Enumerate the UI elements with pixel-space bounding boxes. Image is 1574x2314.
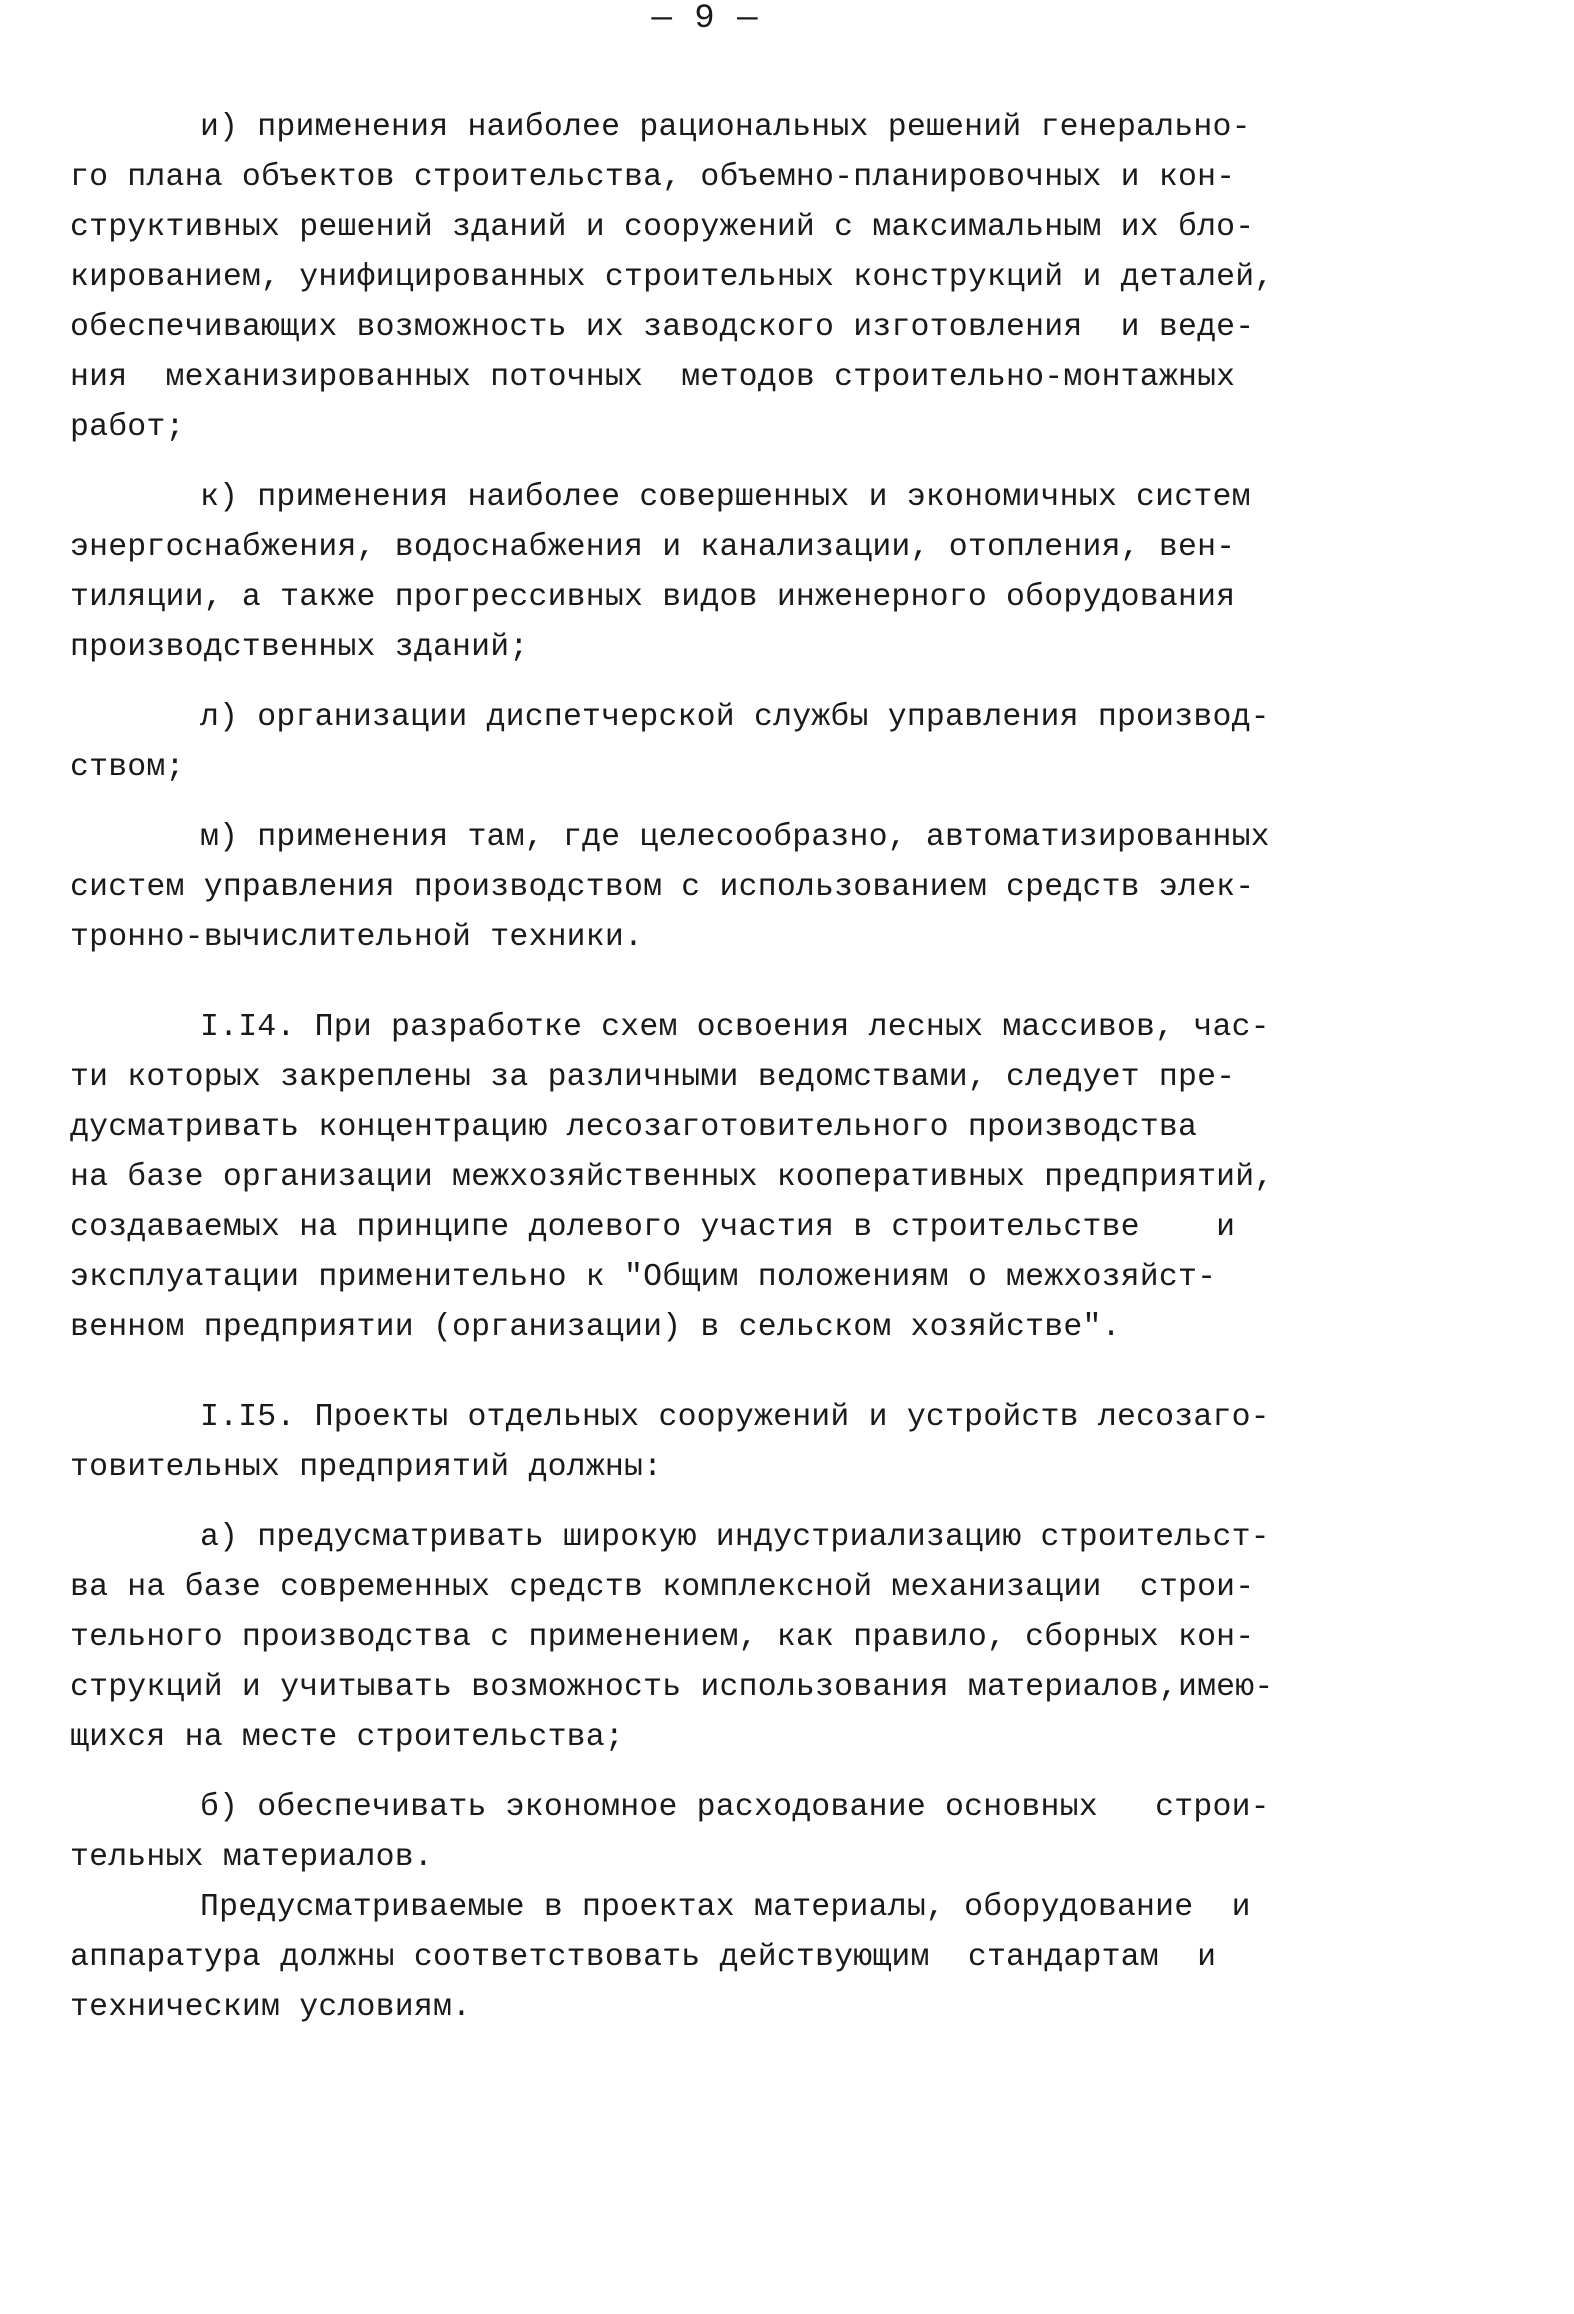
text-line: ва на базе современных средств комплексной механизации строи-	[70, 1570, 1255, 1605]
text-line: струкций и учитывать возможность использования материалов,имею-	[70, 1670, 1274, 1705]
page-number: — 9 —	[651, 0, 759, 38]
text-line: дусматривать концентрацию лесозаготовительного производства	[70, 1110, 1198, 1145]
text-line: к) применения наиболее совершенных и экономичных систем	[200, 480, 1251, 515]
text-line: товительных предприятий должны:	[70, 1450, 663, 1485]
text-line: л) организации диспетчерской службы управления производ-	[200, 700, 1270, 735]
text-line: энергоснабжения, водоснабжения и канализации, отопления, вен-	[70, 530, 1236, 565]
text-line: го плана объектов строительства, объемно-планировочных и кон-	[70, 160, 1236, 195]
text-line: тельного производства с применением, как правило, сборных кон-	[70, 1620, 1255, 1655]
text-line: венном предприятии (организации) в сельском хозяйстве".	[70, 1310, 1121, 1345]
text-line: обеспечивающих возможность их заводского изготовления и веде-	[70, 310, 1255, 345]
text-line: создаваемых на принципе долевого участия в строительстве и	[70, 1210, 1236, 1245]
text-line: кированием, унифицированных строительных конструкций и деталей,	[70, 260, 1274, 295]
text-line: систем управления производством с использованием средств элек-	[70, 870, 1255, 905]
text-line: тронно-вычислительной техники.	[70, 920, 644, 955]
text-line: I.I4. При разработке схем освоения лесных массивов, час-	[200, 1010, 1270, 1045]
text-line: на базе организации межхозяйственных кооперативных предприятий,	[70, 1160, 1274, 1195]
text-line: тельных материалов.	[70, 1840, 433, 1875]
text-line: производственных зданий;	[70, 630, 529, 665]
text-line: структивных решений зданий и сооружений с максимальным их бло-	[70, 210, 1255, 245]
text-line: Предусматриваемые в проектах материалы, оборудование и	[200, 1890, 1251, 1925]
text-line: а) предусматривать широкую индустриализацию строительст-	[200, 1520, 1270, 1555]
text-line: тиляции, а также прогрессивных видов инженерного оборудования	[70, 580, 1236, 615]
text-line: ния механизированных поточных методов строительно-монтажных	[70, 360, 1236, 395]
text-line: ством;	[70, 750, 185, 785]
text-line: техническим условиям.	[70, 1990, 472, 2025]
text-line: б) обеспечивать экономное расходование основных строи-	[200, 1790, 1270, 1825]
text-line: эксплуатации применительно к "Общим положениям о межхозяйст-	[70, 1260, 1217, 1295]
text-line: ти которых закреплены за различными ведомствами, следует пре-	[70, 1060, 1236, 1095]
text-line: и) применения наиболее рациональных решений генерально-	[200, 110, 1251, 145]
text-line: м) применения там, где целесообразно, автоматизированных	[200, 820, 1270, 855]
text-line: аппаратура должны соответствовать действующим стандартам и	[70, 1940, 1217, 1975]
text-line: щихся на месте строительства;	[70, 1720, 624, 1755]
text-line: I.I5. Проекты отдельных сооружений и устройств лесозаго-	[200, 1400, 1270, 1435]
text-line: работ;	[70, 410, 185, 445]
